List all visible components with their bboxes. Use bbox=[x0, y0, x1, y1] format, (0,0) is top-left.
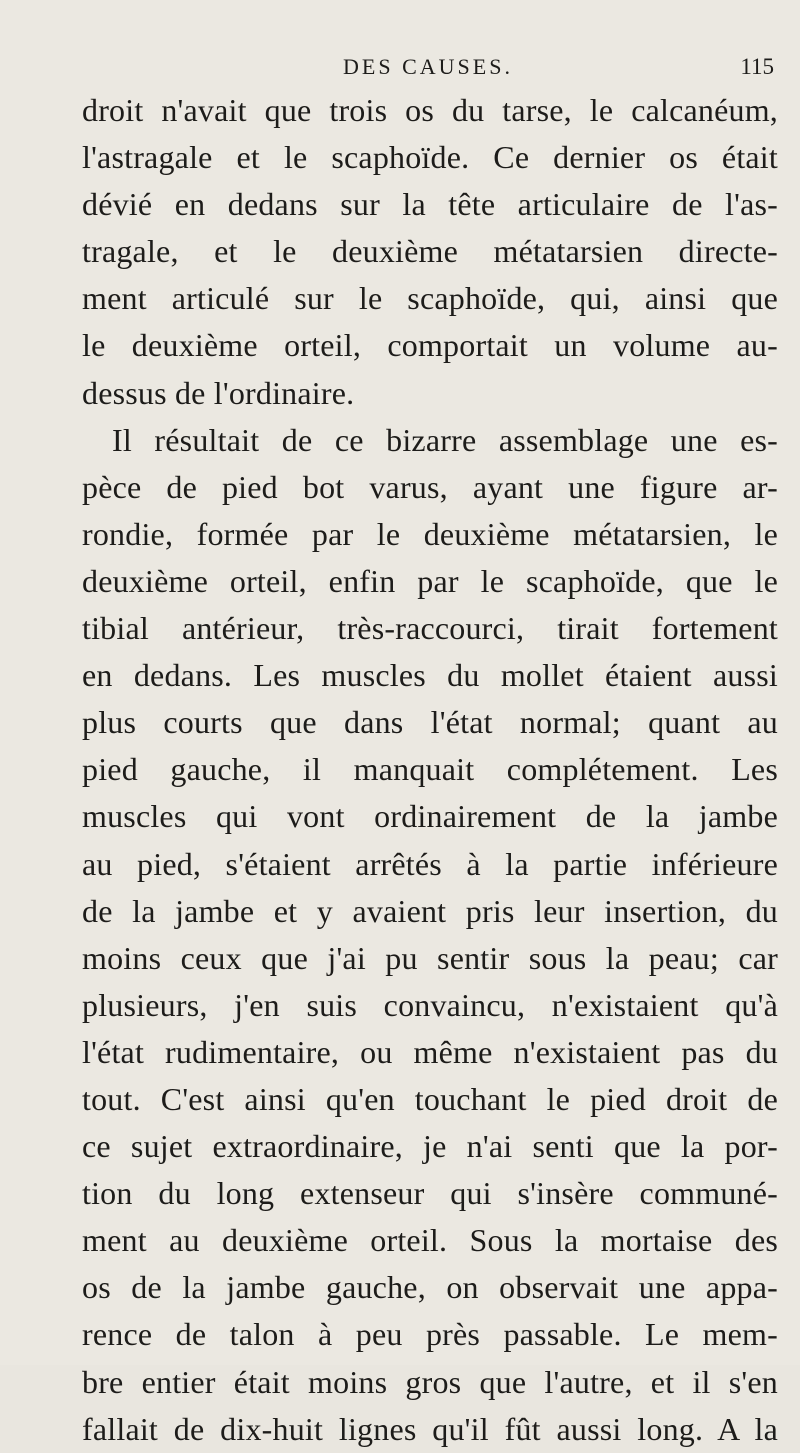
text-line: au pied, s'étaient arrêtés à la partie inférieure bbox=[82, 845, 778, 882]
text-line: l'état rudimentaire, ou même n'existaient pas du bbox=[82, 1033, 778, 1070]
text-line: os de la jambe gauche, on observait une appa- bbox=[82, 1269, 778, 1306]
text-line: dévié en dedans sur la tête articulaire de l'as- bbox=[82, 186, 778, 223]
text-line: fallait de dix-huit lignes qu'il fût aussi long. A la bbox=[82, 1410, 778, 1447]
running-title: DES CAUSES. bbox=[343, 54, 513, 79]
text-line: l'astragale et le scaphoïde. Ce dernier os était bbox=[82, 139, 778, 176]
text-line: le deuxième orteil, comportait un volume au- bbox=[82, 327, 778, 364]
text-line: moins ceux que j'ai pu sentir sous la peau; car bbox=[82, 939, 778, 976]
text-line: ment articulé sur le scaphoïde, qui, ainsi que bbox=[82, 280, 778, 317]
text-line: bre entier était moins gros que l'autre, et il s'en bbox=[82, 1363, 778, 1400]
text-line: tout. C'est ainsi qu'en touchant le pied droit de bbox=[82, 1080, 778, 1117]
text-line: deuxième orteil, enfin par le scaphoïde, que le bbox=[82, 562, 778, 599]
text-line: tragale, et le deuxième métatarsien directe- bbox=[82, 233, 778, 270]
text-line: muscles qui vont ordinairement de la jambe bbox=[82, 798, 778, 835]
text-line: en dedans. Les muscles du mollet étaient aussi bbox=[82, 657, 778, 694]
text-line: plus courts que dans l'état normal; quant au bbox=[82, 704, 778, 741]
text-line: de la jambe et y avaient pris leur insertion, du bbox=[82, 892, 778, 929]
running-head bbox=[82, 51, 774, 83]
text-line: tibial antérieur, très-raccourci, tirait fortement bbox=[82, 610, 778, 647]
body-text bbox=[82, 87, 778, 1453]
text-line: rence de talon à peu près passable. Le mem- bbox=[82, 1316, 778, 1353]
text-line: droit n'avait que trois os du tarse, le calcanéum, bbox=[82, 92, 778, 128]
text-line: pied gauche, il manquait complétement. Les bbox=[82, 751, 778, 788]
text-line: pèce de pied bot varus, ayant une figure ar- bbox=[82, 468, 778, 505]
text-line: Il résultait de ce bizarre assemblage une es- bbox=[112, 421, 778, 458]
page-number: 115 bbox=[740, 54, 774, 79]
text-line: dessus de l'ordinaire. bbox=[82, 374, 355, 411]
text-line: ment au deuxième orteil. Sous la mortaise des bbox=[82, 1222, 778, 1259]
text-line: rondie, formée par le deuxième métatarsien, le bbox=[82, 515, 778, 552]
text-line: ce sujet extraordinaire, je n'ai senti que la por- bbox=[82, 1128, 778, 1165]
text-line: plusieurs, j'en suis convaincu, n'existaient qu'à bbox=[82, 986, 778, 1023]
text-line: tion du long extenseur qui s'insère communé- bbox=[82, 1175, 778, 1212]
